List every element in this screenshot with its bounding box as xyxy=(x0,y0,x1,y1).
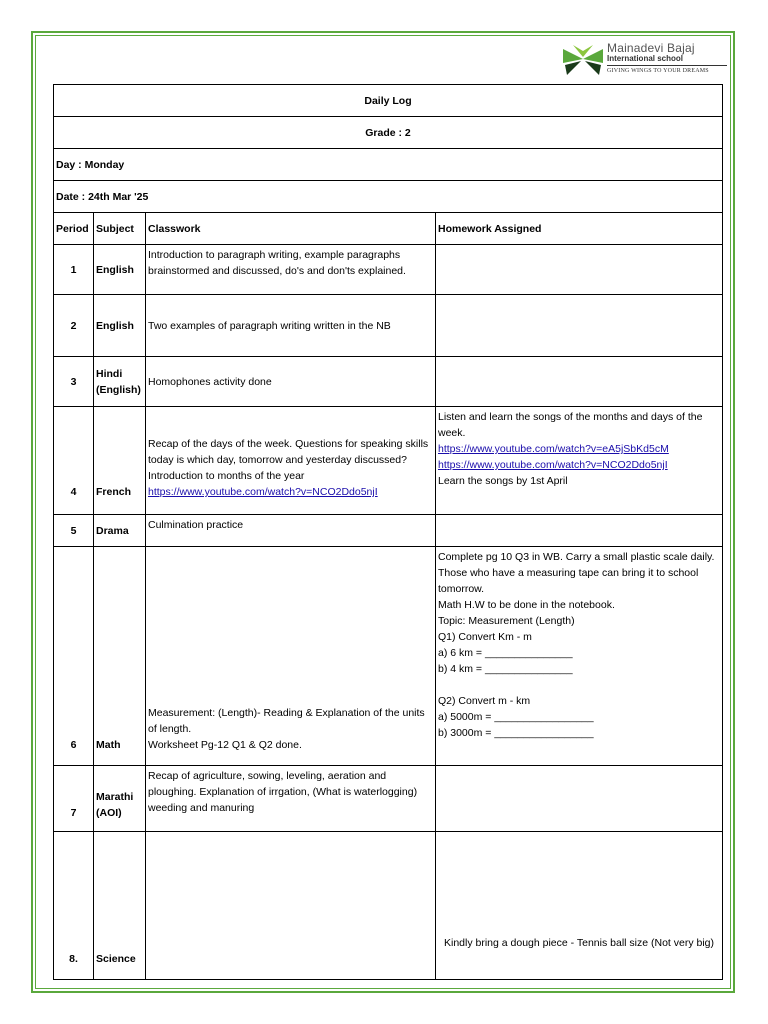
table-row xyxy=(54,515,723,547)
classwork-line: Measurement: (Length)- Reading & Explanation of the units of length. xyxy=(148,707,425,735)
homework-text: Listen and learn the songs of the months and days of the week. xyxy=(438,411,703,439)
subject-cell: Math xyxy=(94,547,146,766)
logo-wing-upper xyxy=(573,45,593,57)
column-header-period: Period xyxy=(54,213,94,245)
period-cell: 6 xyxy=(54,547,94,766)
date-label: Date : 24th Mar '25 xyxy=(54,181,723,213)
subject-line: (AOI) xyxy=(96,807,122,819)
homework-spacer xyxy=(438,677,720,693)
subject-cell xyxy=(94,357,146,407)
homework-deadline: Learn the songs by 1st April xyxy=(438,475,568,487)
subject-cell: French xyxy=(94,407,146,515)
logo-name: Mainadevi Bajaj xyxy=(607,41,695,55)
homework-cell xyxy=(436,357,723,407)
day-label: Day : Monday xyxy=(54,149,723,181)
classwork-cell xyxy=(146,832,436,980)
subject-cell: English xyxy=(94,245,146,295)
classwork-cell: Two examples of paragraph writing written in the NB xyxy=(146,295,436,357)
homework-line: b) 3000m = _________________ xyxy=(438,727,594,739)
logo-wing-bottom-right xyxy=(585,61,601,75)
daily-log-table xyxy=(53,84,723,980)
subject-line: (English) xyxy=(96,383,141,396)
classwork-cell xyxy=(146,407,436,515)
table-row xyxy=(54,245,723,295)
table-row xyxy=(54,295,723,357)
homework-cell xyxy=(436,295,723,357)
homework-link-1[interactable]: https://www.youtube.com/watch?v=eA5jSbKd5cM xyxy=(438,443,669,455)
logo-divider xyxy=(607,65,727,66)
classwork-text: Recap of the days of the week. Questions for speaking skills today is which day, tomorrow and yesterday discussed? Introduction to months of the year xyxy=(148,438,429,482)
period-cell: 4 xyxy=(54,407,94,515)
subject-cell: Science xyxy=(94,832,146,980)
period-cell: 1 xyxy=(54,245,94,295)
period-cell: 7 xyxy=(54,766,94,832)
classwork-link[interactable]: https://www.youtube.com/watch?v=NCO2Ddo5njI xyxy=(148,486,378,498)
logo-tagline: GIVING WINGS TO YOUR DREAMS xyxy=(607,68,709,74)
period-cell: 3 xyxy=(54,357,94,407)
classwork-cell xyxy=(146,547,436,766)
period-cell: 2 xyxy=(54,295,94,357)
log-title: Daily Log xyxy=(54,85,723,117)
homework-cell xyxy=(436,547,723,766)
classwork-cell: Homophones activity done xyxy=(146,357,436,407)
classwork-cell: Introduction to paragraph writing, example paragraphs brainstormed and discussed, do's and don'ts explained. xyxy=(146,245,436,295)
homework-cell xyxy=(436,245,723,295)
classwork-line: Worksheet Pg-12 Q1 & Q2 done. xyxy=(148,739,302,751)
homework-line: Topic: Measurement (Length) xyxy=(438,615,575,627)
subject-line: Hindi xyxy=(96,367,123,380)
column-header-classwork: Classwork xyxy=(146,213,436,245)
table-row xyxy=(54,407,723,515)
homework-line: Math H.W to be done in the notebook. xyxy=(438,599,615,611)
column-header-subject: Subject xyxy=(94,213,146,245)
table-row xyxy=(54,357,723,407)
period-cell: 5 xyxy=(54,515,94,547)
table-row xyxy=(54,766,723,832)
homework-cell xyxy=(436,766,723,832)
grade-label: Grade : 2 xyxy=(54,117,723,149)
subject-cell: English xyxy=(94,295,146,357)
period-cell: 8. xyxy=(54,832,94,980)
classwork-cell: Recap of agriculture, sowing, leveling, aeration and ploughing. Explanation of irrgation, (What is waterlogging) weeding and manuring xyxy=(146,766,436,832)
homework-link-2[interactable]: https://www.youtube.com/watch?v=NCO2Ddo5njI xyxy=(438,459,668,471)
homework-line: a) 6 km = _______________ xyxy=(438,647,573,659)
homework-cell: Kindly bring a dough piece - Tennis ball size (Not very big) xyxy=(436,832,723,980)
homework-line: a) 5000m = _________________ xyxy=(438,711,594,723)
homework-line: Q1) Convert Km - m xyxy=(438,631,532,643)
homework-line: b) 4 km = _______________ xyxy=(438,663,573,675)
classwork-cell: Culmination practice xyxy=(146,515,436,547)
logo-subtitle: International school xyxy=(607,54,684,63)
homework-cell xyxy=(436,515,723,547)
subject-cell: Drama xyxy=(94,515,146,547)
table-row xyxy=(54,832,723,980)
homework-line: Complete pg 10 Q3 in WB. Carry a small plastic scale daily. Those who have a measuring tape can bring it to school tomorrow. xyxy=(438,551,715,595)
homework-line: Q2) Convert m - km xyxy=(438,695,531,707)
subject-line: Marathi xyxy=(96,791,134,803)
subject-cell xyxy=(94,766,146,832)
column-header-homework: Homework Assigned xyxy=(436,213,723,245)
logo-text xyxy=(607,42,727,74)
homework-cell xyxy=(436,407,723,515)
table-row xyxy=(54,547,723,766)
logo-wing-bottom-left xyxy=(565,61,581,75)
